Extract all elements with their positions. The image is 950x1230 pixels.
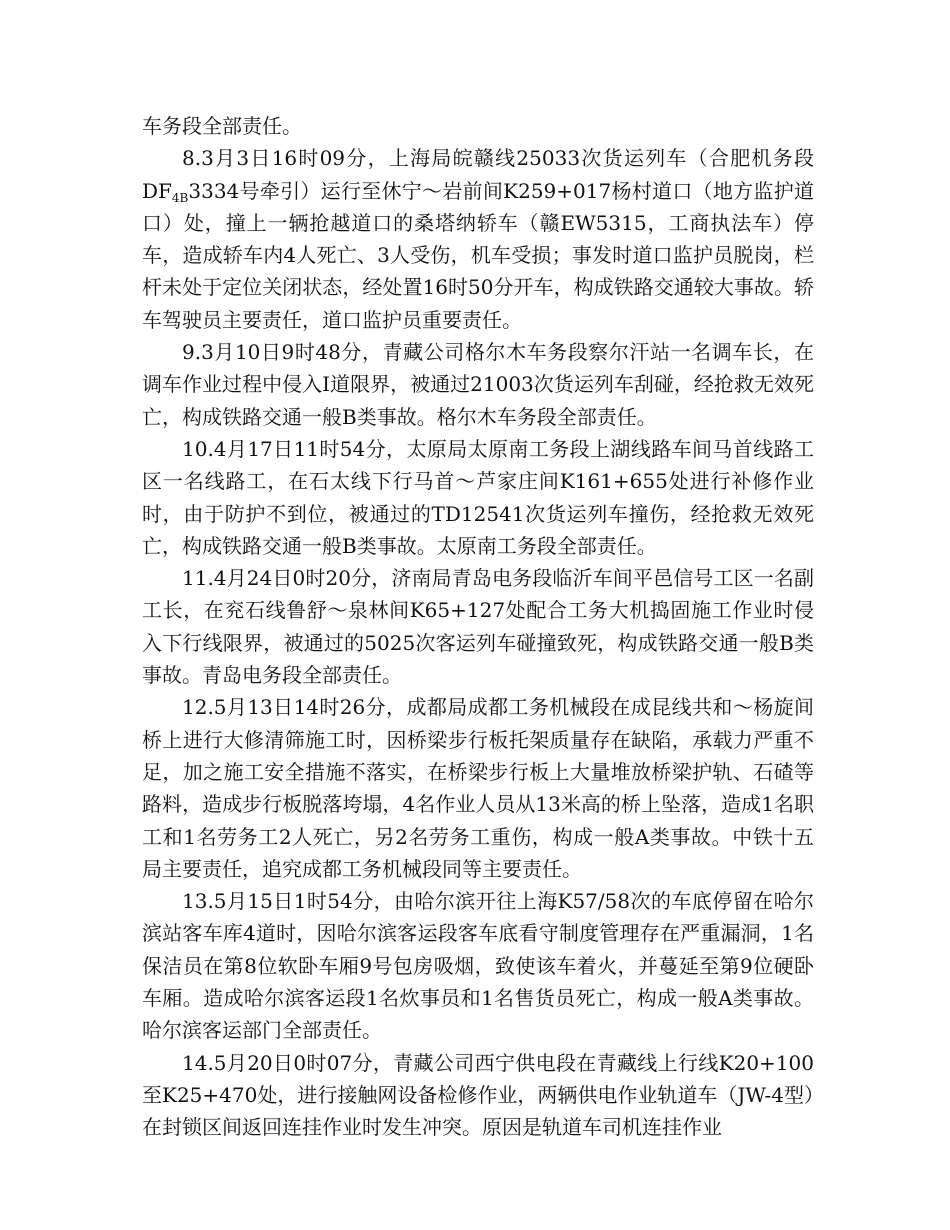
document-page [142, 110, 814, 1144]
paragraph-1: 车务段全部责任。 [142, 114, 302, 138]
paragraph-accident-10: 10.4月17日11时54分，太原局太原南工务段上湖线路车间马首线路工区一名线路工，在石太线下行马首～芦家庄间K161+655处进行补修作业时，由于防护不到位，被通过的TD12541次货运列车撞伤，经抢救无效死亡，构成铁路交通一般B类事故。太原南工务段全部责任。 [142, 436, 814, 558]
paragraph-accident-14: 14.5月20日0时07分，青藏公司西宁供电段在青藏线上行线K20+100至K25+470处，进行接触网设备检修作业，两辆供电作业轨道车（JW-4型）在封锁区间返回连挂作业时发生冲突。原因是轨道车司机连挂作业 [142, 1050, 814, 1140]
locomotive-model-subscript: 4B [171, 190, 189, 205]
paragraph-accident-8-suffix: 3334号牵引）运行至休宁～岩前间K259+017杨村道口（地方监护道口）处，撞上一辆抢越道口的桑塔纳轿车（赣EW5315，工商执法车）停车，造成轿车内4人死亡、3人受伤，机车受损；事发时道口监护员脱岗，栏杆未处于定位关闭状态，经处置16时50分开车，构成铁路交通较大事故。轿车驾驶员主要责任，道口监护员重要责任。 [142, 178, 814, 332]
paragraph-accident-8 [142, 142, 814, 336]
paragraph-accident-8-prefix: 8.3月3日16时09分，上海局皖赣线25033次货运列车（合肥机务段DF [142, 146, 814, 203]
paragraph-accident-12: 12.5月13日14时26分，成都局成都工务机械段在成昆线共和～杨旋间桥上进行大修清筛施工时，因桥梁步行板托架质量存在缺陷，承载力严重不足，加之施工安全措施不落实，在桥梁步行板上大量堆放桥梁护轨、石碴等路料，造成步行板脱落垮塌，4名作业人员从13米高的桥上坠落，造成1名职工和1名劳务工2人死亡，另2名劳务工重伤，构成一般A类事故。中铁十五局主要责任，追究成都工务机械段同等主要责任。 [142, 695, 814, 881]
paragraph-accident-9: 9.3月10日9时48分，青藏公司格尔木车务段察尔汗站一名调车长，在调车作业过程中侵入I道限界，被通过21003次货运列车刮碰，经抢救无效死亡，构成铁路交通一般B类事故。格尔木车务段全部责任。 [142, 340, 814, 429]
paragraph-accident-11: 11.4月24日0时20分，济南局青岛电务段临沂车间平邑信号工区一名副工长，在兖石线鲁舒～泉林间K65+127处配合工务大机捣固施工作业时侵入下行线限界，被通过的5025次客运列车碰撞致死，构成铁路交通一般B类事故。青岛电务段全部责任。 [142, 566, 814, 688]
paragraph-accident-13: 13.5月15日1时54分，由哈尔滨开往上海K57/58次的车底停留在哈尔滨站客车库4道时，因哈尔滨客运段客车底看守制度管理存在严重漏洞，1名保洁员在第8位软卧车厢9号包房吸烟，致使该车着火，并蔓延至第9位硬卧车厢。造成哈尔滨客运段1名炊事员和1名售货员死亡，构成一般A类事故。哈尔滨客运部门全部责任。 [142, 889, 814, 1043]
